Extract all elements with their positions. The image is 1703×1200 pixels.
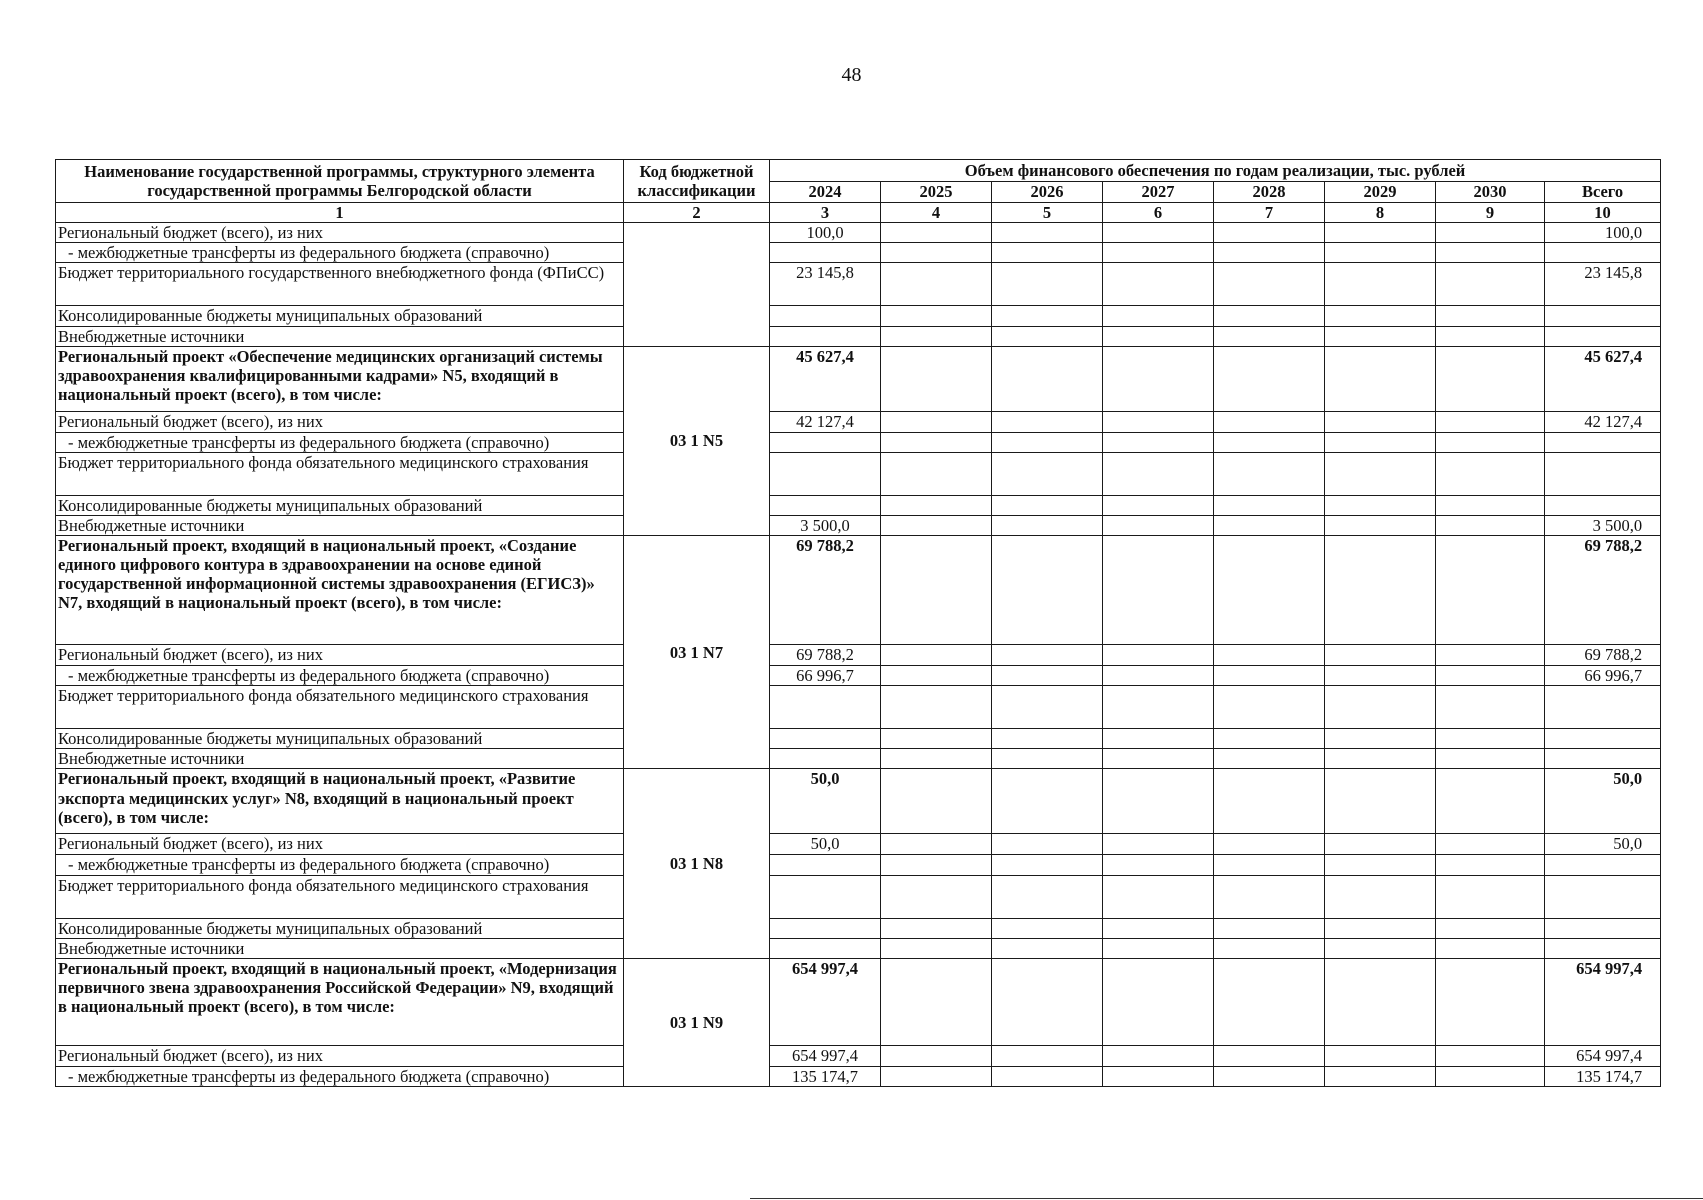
- empty-year-cell: [1103, 536, 1214, 645]
- empty-year-cell: [881, 536, 992, 645]
- empty-year-cell: [1103, 326, 1214, 346]
- empty-year-cell: [992, 1066, 1103, 1086]
- footer-rule: [750, 1198, 1703, 1199]
- row-name: Региональный бюджет (всего), из них: [56, 1045, 624, 1066]
- table-body: [56, 223, 1661, 1087]
- budget-code-cell: 03 1 N7: [624, 536, 770, 769]
- table-row: [56, 938, 1661, 958]
- empty-year-cell: [992, 749, 1103, 769]
- empty-year-cell: [881, 769, 992, 834]
- table-row: [56, 536, 1661, 645]
- value-total: [1545, 875, 1661, 918]
- row-name: Бюджет территориального фонда обязательного медицинского страхования: [56, 686, 624, 729]
- funding-table: [55, 159, 1661, 1087]
- empty-year-cell: [1436, 263, 1545, 306]
- empty-year-cell: [881, 515, 992, 535]
- row-name: Региональный проект, входящий в национальный проект, «Развитие экспорта медицинских услуг» N8, входящий в национальный проект (всего), в том числе:: [56, 769, 624, 834]
- row-name: Внебюджетные источники: [56, 938, 624, 958]
- value-2024: 69 788,2: [770, 536, 881, 645]
- value-total: 66 996,7: [1545, 666, 1661, 686]
- row-name: - межбюджетные трансферты из федерального бюджета (справочно): [56, 855, 624, 875]
- year-header: 2027: [1103, 182, 1214, 203]
- year-header: 2028: [1214, 182, 1325, 203]
- row-name: Бюджет территориального фонда обязательного медицинского страхования: [56, 875, 624, 918]
- empty-year-cell: [1436, 769, 1545, 834]
- empty-year-cell: [1214, 411, 1325, 432]
- empty-year-cell: [1103, 346, 1214, 411]
- row-name: Консолидированные бюджеты муниципальных образований: [56, 495, 624, 515]
- value-2024: 42 127,4: [770, 411, 881, 432]
- column-number: 5: [992, 203, 1103, 223]
- value-total: [1545, 918, 1661, 938]
- empty-year-cell: [1103, 432, 1214, 452]
- empty-year-cell: [1325, 495, 1436, 515]
- empty-year-cell: [881, 1066, 992, 1086]
- empty-year-cell: [992, 432, 1103, 452]
- empty-year-cell: [1325, 243, 1436, 263]
- table-row: [56, 918, 1661, 938]
- empty-year-cell: [1103, 1045, 1214, 1066]
- empty-year-cell: [881, 918, 992, 938]
- empty-year-cell: [881, 411, 992, 432]
- value-2024: 45 627,4: [770, 346, 881, 411]
- row-name: Региональный бюджет (всего), из них: [56, 223, 624, 243]
- column-number: 3: [770, 203, 881, 223]
- value-total: [1545, 243, 1661, 263]
- value-total: 3 500,0: [1545, 515, 1661, 535]
- empty-year-cell: [881, 1045, 992, 1066]
- empty-year-cell: [992, 515, 1103, 535]
- empty-year-cell: [1436, 749, 1545, 769]
- empty-year-cell: [1436, 432, 1545, 452]
- value-2024: 135 174,7: [770, 1066, 881, 1086]
- empty-year-cell: [881, 875, 992, 918]
- empty-year-cell: [881, 326, 992, 346]
- empty-year-cell: [1214, 918, 1325, 938]
- empty-year-cell: [1214, 729, 1325, 749]
- empty-year-cell: [1214, 306, 1325, 326]
- empty-year-cell: [1436, 686, 1545, 729]
- empty-year-cell: [1214, 666, 1325, 686]
- empty-year-cell: [1325, 834, 1436, 855]
- row-name: Региональный бюджет (всего), из них: [56, 834, 624, 855]
- row-name: Консолидированные бюджеты муниципальных образований: [56, 729, 624, 749]
- empty-year-cell: [1325, 223, 1436, 243]
- value-2024: [770, 306, 881, 326]
- empty-year-cell: [1103, 263, 1214, 306]
- empty-year-cell: [1214, 536, 1325, 645]
- empty-year-cell: [881, 749, 992, 769]
- value-total: 69 788,2: [1545, 536, 1661, 645]
- empty-year-cell: [1436, 326, 1545, 346]
- empty-year-cell: [1103, 495, 1214, 515]
- empty-year-cell: [992, 411, 1103, 432]
- empty-year-cell: [992, 769, 1103, 834]
- empty-year-cell: [1214, 855, 1325, 875]
- empty-year-cell: [1103, 749, 1214, 769]
- empty-year-cell: [1214, 645, 1325, 666]
- table-row: [56, 666, 1661, 686]
- value-2024: 100,0: [770, 223, 881, 243]
- value-total: 100,0: [1545, 223, 1661, 243]
- empty-year-cell: [1103, 223, 1214, 243]
- empty-year-cell: [1103, 729, 1214, 749]
- table-row: [56, 1066, 1661, 1086]
- empty-year-cell: [992, 223, 1103, 243]
- empty-year-cell: [1214, 346, 1325, 411]
- value-2024: 3 500,0: [770, 515, 881, 535]
- value-total: [1545, 938, 1661, 958]
- value-2024: [770, 875, 881, 918]
- row-name: Бюджет территориального государственного внебюджетного фонда (ФПиСС): [56, 263, 624, 306]
- table-row: [56, 263, 1661, 306]
- empty-year-cell: [881, 958, 992, 1045]
- empty-year-cell: [992, 834, 1103, 855]
- table-row: [56, 645, 1661, 666]
- row-name: Внебюджетные источники: [56, 749, 624, 769]
- empty-year-cell: [1325, 645, 1436, 666]
- empty-year-cell: [992, 536, 1103, 645]
- empty-year-cell: [992, 666, 1103, 686]
- empty-year-cell: [1214, 938, 1325, 958]
- table-row: [56, 686, 1661, 729]
- empty-year-cell: [1325, 875, 1436, 918]
- empty-year-cell: [992, 452, 1103, 495]
- empty-year-cell: [881, 452, 992, 495]
- empty-year-cell: [1103, 452, 1214, 495]
- empty-year-cell: [1214, 495, 1325, 515]
- empty-year-cell: [1325, 749, 1436, 769]
- empty-year-cell: [1325, 686, 1436, 729]
- empty-year-cell: [992, 855, 1103, 875]
- empty-year-cell: [1214, 223, 1325, 243]
- table-row: [56, 346, 1661, 411]
- row-name: Внебюджетные источники: [56, 326, 624, 346]
- table-row: [56, 495, 1661, 515]
- empty-year-cell: [1436, 223, 1545, 243]
- empty-year-cell: [881, 223, 992, 243]
- value-total: [1545, 326, 1661, 346]
- empty-year-cell: [1214, 1045, 1325, 1066]
- empty-year-cell: [1103, 769, 1214, 834]
- table-row: [56, 306, 1661, 326]
- table-row: [56, 834, 1661, 855]
- value-total: 50,0: [1545, 769, 1661, 834]
- empty-year-cell: [1436, 1066, 1545, 1086]
- value-total: [1545, 452, 1661, 495]
- row-name: Региональный бюджет (всего), из них: [56, 645, 624, 666]
- empty-year-cell: [1325, 346, 1436, 411]
- value-total: [1545, 749, 1661, 769]
- table-row: [56, 958, 1661, 1045]
- empty-year-cell: [1436, 243, 1545, 263]
- empty-year-cell: [1436, 918, 1545, 938]
- empty-year-cell: [1436, 452, 1545, 495]
- empty-year-cell: [1436, 938, 1545, 958]
- empty-year-cell: [1436, 411, 1545, 432]
- empty-year-cell: [881, 346, 992, 411]
- year-header: 2026: [992, 182, 1103, 203]
- column-number: 4: [881, 203, 992, 223]
- table-row: [56, 411, 1661, 432]
- empty-year-cell: [992, 938, 1103, 958]
- table-row: [56, 223, 1661, 243]
- empty-year-cell: [881, 495, 992, 515]
- row-name: Консолидированные бюджеты муниципальных образований: [56, 306, 624, 326]
- empty-year-cell: [1214, 432, 1325, 452]
- column-number: 7: [1214, 203, 1325, 223]
- empty-year-cell: [1103, 958, 1214, 1045]
- table-row: [56, 855, 1661, 875]
- table-row: [56, 515, 1661, 535]
- empty-year-cell: [992, 306, 1103, 326]
- empty-year-cell: [1103, 411, 1214, 432]
- code-column-header: Код бюджетной классификации: [624, 160, 770, 203]
- value-total: 654 997,4: [1545, 958, 1661, 1045]
- empty-year-cell: [992, 875, 1103, 918]
- empty-year-cell: [1436, 834, 1545, 855]
- table-row: [56, 769, 1661, 834]
- empty-year-cell: [1103, 306, 1214, 326]
- year-header: 2025: [881, 182, 992, 203]
- column-number: 9: [1436, 203, 1545, 223]
- row-name: - межбюджетные трансферты из федерального бюджета (справочно): [56, 243, 624, 263]
- row-name: Консолидированные бюджеты муниципальных образований: [56, 918, 624, 938]
- column-number: 1: [56, 203, 624, 223]
- budget-code-cell: 03 1 N5: [624, 346, 770, 535]
- empty-year-cell: [1436, 1045, 1545, 1066]
- value-2024: 654 997,4: [770, 1045, 881, 1066]
- table-row: [56, 729, 1661, 749]
- year-header: 2030: [1436, 182, 1545, 203]
- page-number: 48: [841, 64, 862, 86]
- empty-year-cell: [881, 666, 992, 686]
- value-total: [1545, 855, 1661, 875]
- value-total: 50,0: [1545, 834, 1661, 855]
- empty-year-cell: [1214, 875, 1325, 918]
- empty-year-cell: [1103, 1066, 1214, 1086]
- value-total: [1545, 686, 1661, 729]
- empty-year-cell: [881, 306, 992, 326]
- empty-year-cell: [1325, 432, 1436, 452]
- value-total: 42 127,4: [1545, 411, 1661, 432]
- value-2024: [770, 326, 881, 346]
- empty-year-cell: [992, 686, 1103, 729]
- empty-year-cell: [1103, 243, 1214, 263]
- empty-year-cell: [1214, 769, 1325, 834]
- empty-year-cell: [1214, 326, 1325, 346]
- value-2024: 50,0: [770, 834, 881, 855]
- column-number: 10: [1545, 203, 1661, 223]
- empty-year-cell: [992, 346, 1103, 411]
- empty-year-cell: [1325, 452, 1436, 495]
- empty-year-cell: [1325, 1045, 1436, 1066]
- empty-year-cell: [1325, 918, 1436, 938]
- empty-year-cell: [1436, 855, 1545, 875]
- value-2024: 50,0: [770, 769, 881, 834]
- empty-year-cell: [1214, 515, 1325, 535]
- empty-year-cell: [992, 243, 1103, 263]
- value-total: [1545, 432, 1661, 452]
- empty-year-cell: [1214, 1066, 1325, 1086]
- column-number: 8: [1325, 203, 1436, 223]
- empty-year-cell: [1214, 834, 1325, 855]
- empty-year-cell: [881, 938, 992, 958]
- empty-year-cell: [1214, 686, 1325, 729]
- empty-year-cell: [1325, 938, 1436, 958]
- row-name: Региональный проект «Обеспечение медицинских организаций системы здравоохранения квалифицированными кадрами» N5, входящий в национальный проект (всего), в том числе:: [56, 346, 624, 411]
- row-name: Бюджет территориального фонда обязательного медицинского страхования: [56, 452, 624, 495]
- column-number: 6: [1103, 203, 1214, 223]
- value-total: [1545, 306, 1661, 326]
- empty-year-cell: [1436, 666, 1545, 686]
- value-2024: 23 145,8: [770, 263, 881, 306]
- empty-year-cell: [881, 432, 992, 452]
- value-2024: [770, 855, 881, 875]
- row-name: - межбюджетные трансферты из федерального бюджета (справочно): [56, 666, 624, 686]
- value-2024: [770, 452, 881, 495]
- value-total: 69 788,2: [1545, 645, 1661, 666]
- year-header: 2024: [770, 182, 881, 203]
- table-row: [56, 432, 1661, 452]
- row-name: - межбюджетные трансферты из федерального бюджета (справочно): [56, 432, 624, 452]
- empty-year-cell: [1325, 411, 1436, 432]
- row-name: Региональный проект, входящий в национальный проект, «Модернизация первичного звена здравоохранения Российской Федерации» N9, входящий в национальный проект (всего), в том числе:: [56, 958, 624, 1045]
- empty-year-cell: [1436, 495, 1545, 515]
- value-total: 23 145,8: [1545, 263, 1661, 306]
- value-total: [1545, 495, 1661, 515]
- empty-year-cell: [1103, 515, 1214, 535]
- empty-year-cell: [1325, 729, 1436, 749]
- empty-year-cell: [881, 729, 992, 749]
- empty-year-cell: [1436, 515, 1545, 535]
- empty-year-cell: [992, 495, 1103, 515]
- row-name: Региональный бюджет (всего), из них: [56, 411, 624, 432]
- year-header: 2029: [1325, 182, 1436, 203]
- empty-year-cell: [1325, 855, 1436, 875]
- empty-year-cell: [1103, 645, 1214, 666]
- value-2024: [770, 749, 881, 769]
- value-2024: [770, 938, 881, 958]
- empty-year-cell: [1103, 686, 1214, 729]
- empty-year-cell: [992, 958, 1103, 1045]
- empty-year-cell: [1214, 749, 1325, 769]
- empty-year-cell: [1436, 645, 1545, 666]
- empty-year-cell: [1325, 769, 1436, 834]
- value-total: [1545, 729, 1661, 749]
- empty-year-cell: [1103, 834, 1214, 855]
- empty-year-cell: [992, 263, 1103, 306]
- table-row: [56, 326, 1661, 346]
- empty-year-cell: [881, 686, 992, 729]
- value-total: 135 174,7: [1545, 1066, 1661, 1086]
- total-header: Всего: [1545, 182, 1661, 203]
- empty-year-cell: [1325, 666, 1436, 686]
- budget-code-cell: [624, 223, 770, 347]
- empty-year-cell: [1325, 306, 1436, 326]
- empty-year-cell: [1325, 958, 1436, 1045]
- empty-year-cell: [881, 834, 992, 855]
- empty-year-cell: [881, 855, 992, 875]
- empty-year-cell: [992, 729, 1103, 749]
- value-2024: [770, 495, 881, 515]
- empty-year-cell: [1436, 346, 1545, 411]
- row-name: Региональный проект, входящий в национальный проект, «Создание единого цифрового контура в здравоохранении на основе единой государственной информационной системы здравоохранения (ЕГИСЗ)» N7, входящий в национальный проект (всего), в том числе:: [56, 536, 624, 645]
- value-2024: [770, 243, 881, 263]
- funding-group-header: Объем финансового обеспечения по годам реализации, тыс. рублей: [770, 160, 1661, 182]
- value-2024: 69 788,2: [770, 645, 881, 666]
- empty-year-cell: [992, 645, 1103, 666]
- budget-code-cell: 03 1 N9: [624, 958, 770, 1086]
- column-number: 2: [624, 203, 770, 223]
- row-name: - межбюджетные трансферты из федерального бюджета (справочно): [56, 1066, 624, 1086]
- name-column-header: Наименование государственной программы, структурного элемента государственной программы Белгородской области: [56, 160, 624, 203]
- empty-year-cell: [1103, 918, 1214, 938]
- empty-year-cell: [1103, 666, 1214, 686]
- value-2024: [770, 432, 881, 452]
- empty-year-cell: [1103, 875, 1214, 918]
- value-2024: [770, 918, 881, 938]
- empty-year-cell: [1325, 326, 1436, 346]
- table-row: [56, 749, 1661, 769]
- value-2024: [770, 686, 881, 729]
- empty-year-cell: [1325, 536, 1436, 645]
- empty-year-cell: [992, 918, 1103, 938]
- empty-year-cell: [1325, 1066, 1436, 1086]
- empty-year-cell: [1436, 958, 1545, 1045]
- table-row: [56, 875, 1661, 918]
- table-row: [56, 1045, 1661, 1066]
- value-2024: 654 997,4: [770, 958, 881, 1045]
- empty-year-cell: [881, 263, 992, 306]
- table-row: [56, 452, 1661, 495]
- value-2024: 66 996,7: [770, 666, 881, 686]
- empty-year-cell: [1325, 515, 1436, 535]
- empty-year-cell: [1214, 263, 1325, 306]
- empty-year-cell: [992, 326, 1103, 346]
- empty-year-cell: [1103, 855, 1214, 875]
- empty-year-cell: [1214, 243, 1325, 263]
- value-2024: [770, 729, 881, 749]
- empty-year-cell: [881, 243, 992, 263]
- empty-year-cell: [1436, 729, 1545, 749]
- empty-year-cell: [992, 1045, 1103, 1066]
- empty-year-cell: [1436, 875, 1545, 918]
- empty-year-cell: [1103, 938, 1214, 958]
- empty-year-cell: [881, 645, 992, 666]
- empty-year-cell: [1214, 958, 1325, 1045]
- empty-year-cell: [1325, 263, 1436, 306]
- value-total: 45 627,4: [1545, 346, 1661, 411]
- row-name: Внебюджетные источники: [56, 515, 624, 535]
- empty-year-cell: [1214, 452, 1325, 495]
- empty-year-cell: [1436, 536, 1545, 645]
- budget-code-cell: 03 1 N8: [624, 769, 770, 958]
- table-row: [56, 243, 1661, 263]
- value-total: 654 997,4: [1545, 1045, 1661, 1066]
- empty-year-cell: [1436, 306, 1545, 326]
